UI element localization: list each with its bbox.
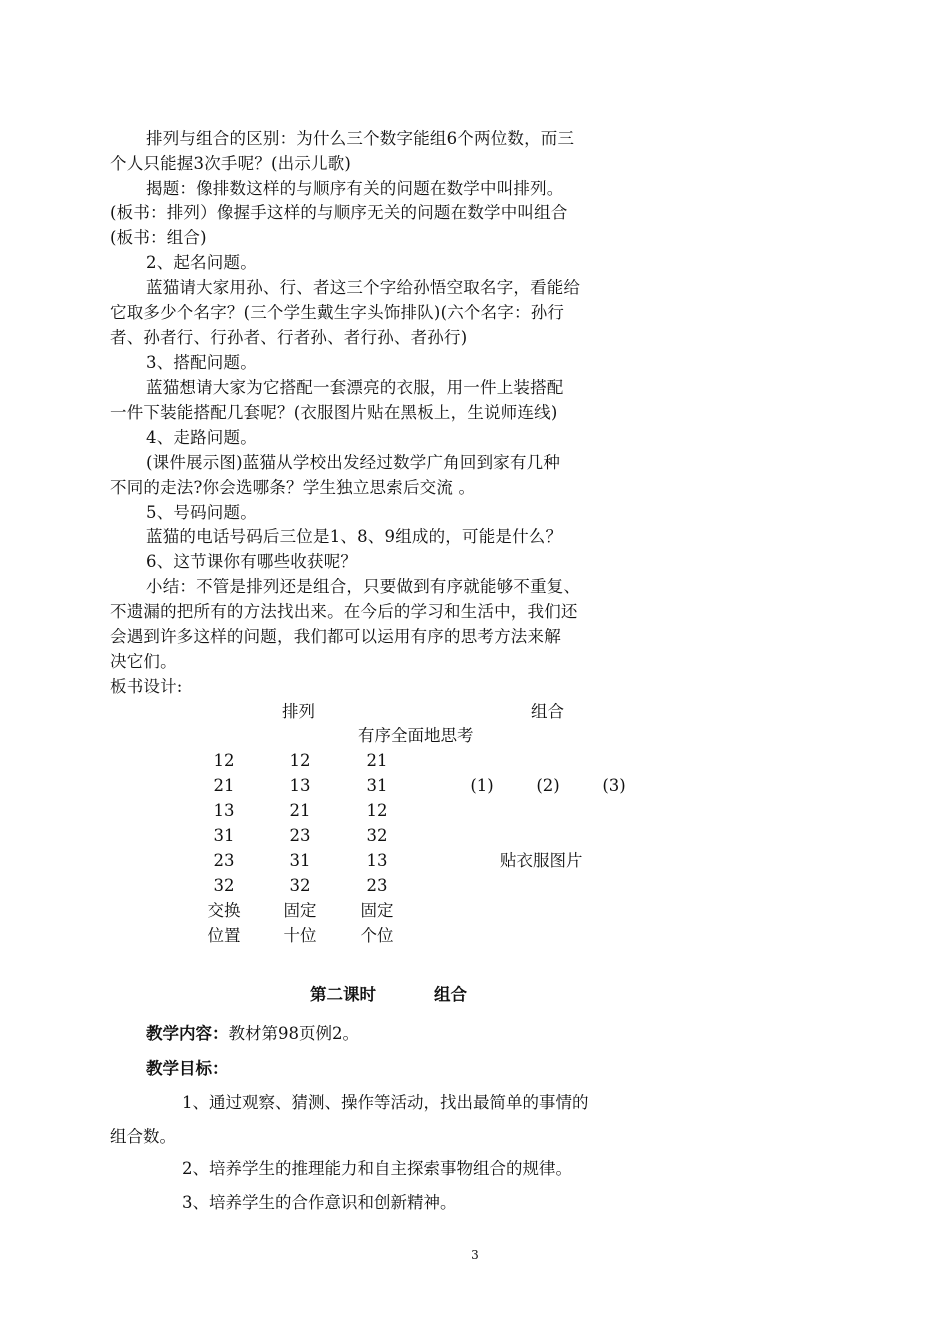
paragraph-line: (板书：组合) bbox=[110, 228, 207, 247]
paragraph-line: 一件下装能搭配几套呢？(衣服图片贴在黑板上，生说师连线) bbox=[110, 403, 558, 422]
paragraph-line: 会遇到许多这样的问题，我们都可以运用有序的思考方法来解 bbox=[110, 627, 561, 646]
board-group-label: (1) bbox=[470, 776, 494, 795]
board-cell: 31 bbox=[213, 826, 235, 845]
board-cell: 固定 bbox=[360, 901, 394, 920]
board-heading-permutation: 排列 bbox=[282, 702, 315, 721]
paragraph-line: 个人只能握3次手呢？(出示儿歌) bbox=[110, 154, 352, 173]
paragraph-line: 揭题：像排数这样的与顺序有关的问题在数学中叫排列。 bbox=[146, 179, 564, 198]
teaching-content-label: 教学内容： bbox=[146, 1024, 229, 1043]
board-cell: 位置 bbox=[207, 926, 241, 945]
paragraph-line: 蓝猫的电话号码后三位是1、8、9组成的，可能是什么？ bbox=[146, 527, 563, 546]
paragraph-line: 排列与组合的区别：为什么三个数字能组6个两位数，而三 bbox=[146, 129, 575, 148]
teaching-goals-label: 教学目标： bbox=[146, 1059, 229, 1078]
board-cell: 十位 bbox=[283, 926, 317, 945]
board-cell: 个位 bbox=[360, 926, 394, 945]
board-cell: 12 bbox=[289, 751, 311, 770]
paragraph-line: 板书设计: bbox=[110, 677, 183, 696]
paragraph-line: 5、号码问题。 bbox=[146, 503, 257, 522]
paragraph-line: 决它们。 bbox=[110, 652, 177, 671]
paragraph-line: 小结：不管是排列还是组合，只要做到有序就能够不重复、 bbox=[146, 577, 581, 596]
paragraph-line: 者、孙者行、行孙者、行者孙、者行孙、者孙行) bbox=[110, 328, 468, 347]
board-group-label: (2) bbox=[536, 776, 560, 795]
section-subtitle: 组合 bbox=[434, 985, 467, 1004]
paragraph-line: 蓝猫请大家用孙、行、者这三个字给孙悟空取名字，看能给 bbox=[146, 278, 581, 297]
board-cell: 21 bbox=[213, 776, 235, 795]
board-cell: 32 bbox=[366, 826, 388, 845]
board-cell: 23 bbox=[289, 826, 311, 845]
paragraph-line: 3、搭配问题。 bbox=[146, 353, 257, 372]
paragraph-line: 蓝猫想请大家为它搭配一套漂亮的衣服，用一件上装搭配 bbox=[146, 378, 564, 397]
board-cell: 21 bbox=[289, 801, 311, 820]
board-cell: 12 bbox=[213, 751, 235, 770]
board-heading-combination: 组合 bbox=[531, 702, 564, 721]
board-cell: 32 bbox=[289, 876, 311, 895]
paragraph-line: 它取多少个名字？(三个学生戴生字头饰排队)(六个名字：孙行 bbox=[110, 303, 565, 322]
paragraph-line: 2、起名问题。 bbox=[146, 253, 257, 272]
board-cell: 31 bbox=[289, 851, 311, 870]
paragraph-line: 不同的走法?你会选哪条？学生独立思索后交流 。 bbox=[110, 478, 476, 497]
board-cell: 13 bbox=[366, 851, 388, 870]
board-cell: 13 bbox=[213, 801, 235, 820]
board-cell: 交换 bbox=[207, 901, 241, 920]
paragraph-line: 6、这节课你有哪些收获呢？ bbox=[146, 552, 358, 571]
section-title: 第二课时 bbox=[310, 985, 376, 1004]
board-cell: 23 bbox=[213, 851, 235, 870]
goal-line: 3、培养学生的合作意识和创新精神。 bbox=[182, 1193, 457, 1212]
board-cell: 21 bbox=[366, 751, 388, 770]
board-cell: 13 bbox=[289, 776, 311, 795]
teaching-content-value: 教材第98页例2。 bbox=[228, 1024, 359, 1043]
goal-line: 1、通过观察、猜测、操作等活动，找出最简单的事情的 bbox=[182, 1093, 589, 1112]
board-cell: 固定 bbox=[283, 901, 317, 920]
paragraph-line: (板书：排列）像握手这样的与顺序无关的问题在数学中叫组合 bbox=[110, 203, 568, 222]
goal-line: 2、培养学生的推理能力和自主探索事物组合的规律。 bbox=[182, 1159, 572, 1178]
board-cell: 31 bbox=[366, 776, 388, 795]
board-cell: 12 bbox=[366, 801, 388, 820]
board-subtitle: 有序全面地思考 bbox=[358, 726, 474, 745]
page-number: 3 bbox=[471, 1248, 479, 1262]
board-group-label: (3) bbox=[602, 776, 626, 795]
teaching-content bbox=[146, 1021, 359, 1046]
paragraph-line: 不遗漏的把所有的方法找出来。在今后的学习和生活中，我们还 bbox=[110, 602, 578, 621]
board-cell: 23 bbox=[366, 876, 388, 895]
board-cell: 32 bbox=[213, 876, 235, 895]
board-clothes-note: 贴衣服图片 bbox=[500, 851, 583, 870]
paragraph-line: (课件展示图)蓝猫从学校出发经过数学广角回到家有几种 bbox=[146, 453, 561, 472]
paragraph-line: 4、走路问题。 bbox=[146, 428, 257, 447]
goal-line: 组合数。 bbox=[110, 1127, 176, 1146]
